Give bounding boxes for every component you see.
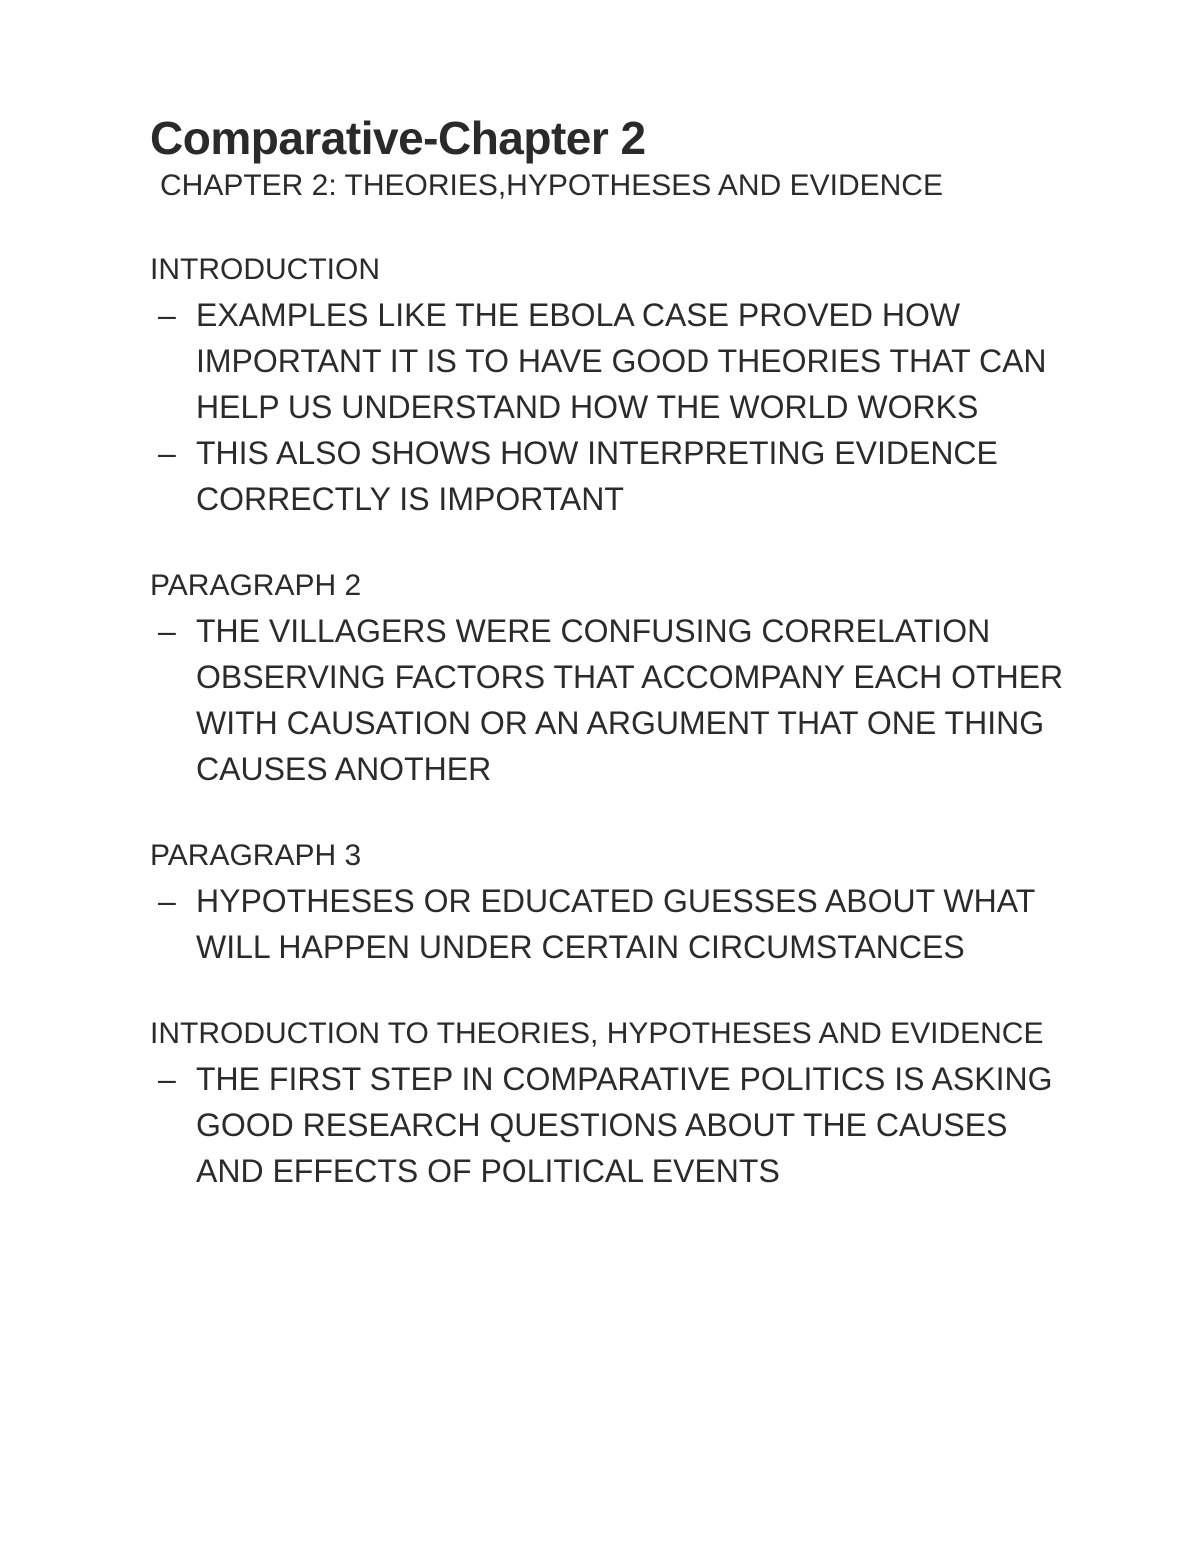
bullet-list bbox=[150, 292, 1070, 522]
section-heading: INTRODUCTION TO THEORIES, HYPOTHESES AND EVIDENCE bbox=[150, 1017, 1044, 1050]
bullet-text: THE FIRST STEP IN COMPARATIVE POLITICS IS ASKING GOOD RESEARCH QUESTIONS ABOUT THE CAUSES AND EFFECTS OF POLITICAL EVENTS bbox=[196, 1061, 1053, 1189]
bullet-item bbox=[150, 878, 1070, 970]
dash-bullet-icon: – bbox=[158, 297, 176, 333]
section-heading: INTRODUCTION bbox=[150, 253, 380, 286]
bullet-list bbox=[150, 878, 1070, 970]
bullet-list bbox=[150, 1056, 1070, 1194]
section-heading: PARAGRAPH 2 bbox=[150, 569, 362, 602]
document-page bbox=[150, 112, 1070, 1194]
document-title: Comparative-Chapter 2 bbox=[150, 112, 646, 164]
bullet-text: EXAMPLES LIKE THE EBOLA CASE PROVED HOW IMPORTANT IT IS TO HAVE GOOD THEORIES THAT CAN HELP US UNDERSTAND HOW THE WORLD WORKS bbox=[196, 297, 1047, 425]
dash-bullet-icon: – bbox=[158, 435, 176, 471]
bullet-item bbox=[150, 1056, 1070, 1194]
bullet-text: THE VILLAGERS WERE CONFUSING CORRELATION OBSERVING FACTORS THAT ACCOMPANY EACH OTHER WITH CAUSATION OR AN ARGUMENT THAT ONE THING CAUSES ANOTHER bbox=[196, 613, 1064, 787]
dash-bullet-icon: – bbox=[158, 613, 176, 649]
section-paragraph-2 bbox=[150, 564, 1070, 792]
section-introduction bbox=[150, 248, 1070, 522]
section-intro-theories bbox=[150, 1012, 1070, 1194]
section-heading: PARAGRAPH 3 bbox=[150, 839, 362, 872]
dash-bullet-icon: – bbox=[158, 883, 176, 919]
section-paragraph-3 bbox=[150, 834, 1070, 970]
bullet-item bbox=[150, 292, 1070, 430]
bullet-text: THIS ALSO SHOWS HOW INTERPRETING EVIDENCE CORRECTLY IS IMPORTANT bbox=[196, 435, 998, 517]
dash-bullet-icon: – bbox=[158, 1061, 176, 1097]
document-subtitle: CHAPTER 2: THEORIES,HYPOTHESES AND EVIDENCE bbox=[160, 169, 943, 202]
bullet-item bbox=[150, 608, 1070, 792]
bullet-list bbox=[150, 608, 1070, 792]
bullet-text: HYPOTHESES OR EDUCATED GUESSES ABOUT WHAT WILL HAPPEN UNDER CERTAIN CIRCUMSTANCES bbox=[196, 883, 1035, 965]
bullet-item bbox=[150, 430, 1070, 522]
